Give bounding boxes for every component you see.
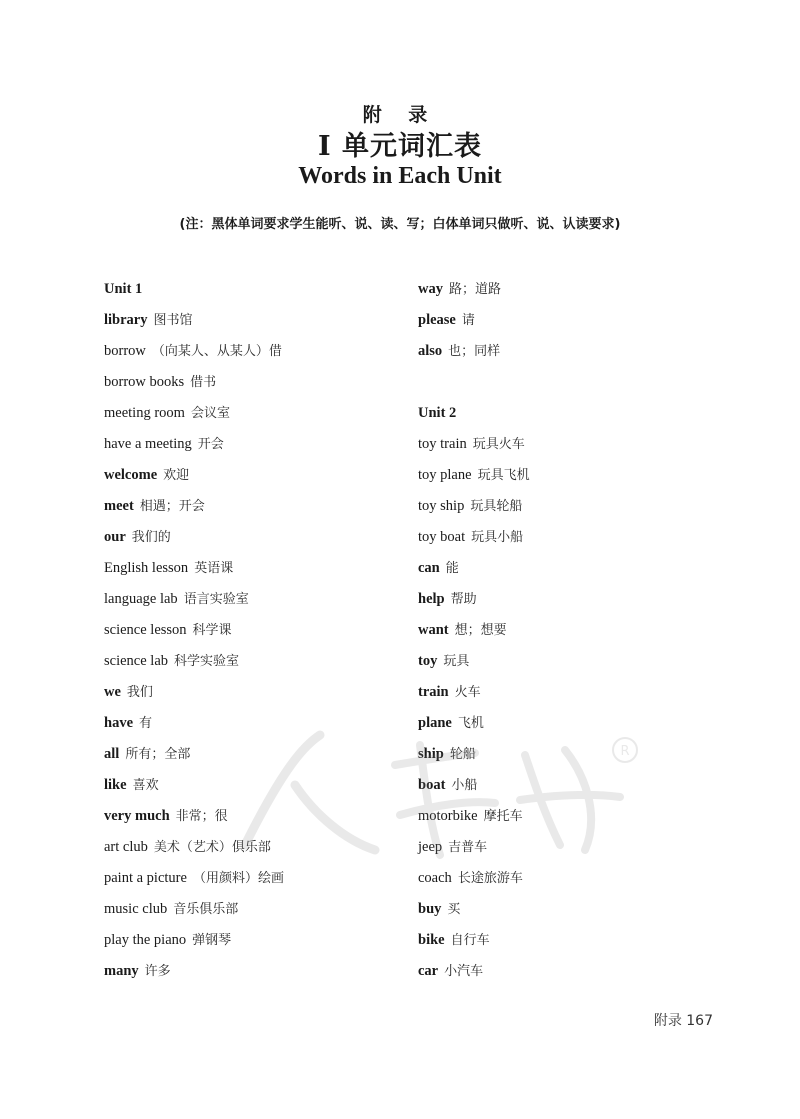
english-word: help [418, 591, 445, 607]
chinese-meaning: 小汽车 [444, 964, 484, 979]
english-word: motorbike [418, 808, 478, 824]
chinese-meaning: 路；道路 [448, 282, 501, 297]
english-word: welcome [104, 467, 158, 483]
vocab-entry [104, 433, 394, 464]
usage-note: (注：黑体单词要求学生能听、说、读、写；白体单词只做听、说、认读要求) [179, 217, 621, 232]
english-word: jeep [418, 839, 443, 855]
english-word: boat [418, 777, 446, 793]
vocab-entry [104, 557, 394, 588]
chinese-meaning: 想；想要 [454, 623, 507, 638]
vocab-entry [418, 774, 718, 805]
chinese-meaning: 我们的 [131, 530, 171, 545]
vocab-entry [418, 433, 718, 464]
english-word: our [104, 529, 126, 545]
vocab-entry [418, 960, 718, 991]
chinese-meaning: 自行车 [450, 933, 490, 948]
english-word: have a meeting [104, 436, 192, 452]
english-word: coach [418, 870, 452, 886]
chinese-meaning: 玩具轮船 [470, 499, 523, 514]
chinese-meaning: 也；同样 [448, 344, 501, 359]
chinese-meaning: 科学实验室 [174, 654, 240, 669]
vocab-entry [104, 774, 394, 805]
english-word: toy plane [418, 467, 472, 483]
chinese-meaning: 开会 [197, 437, 224, 452]
vocab-entry [418, 278, 718, 309]
english-word: plane [418, 715, 452, 731]
chinese-meaning: 玩具火车 [472, 437, 525, 452]
vocab-entry [418, 681, 718, 712]
vocab-entry [104, 681, 394, 712]
english-word: meet [104, 498, 134, 514]
english-word: borrow [104, 343, 146, 359]
chinese-meaning: 图书馆 [153, 313, 193, 328]
chinese-meaning: 长途旅游车 [457, 871, 523, 886]
chinese-meaning: 音乐俱乐部 [173, 902, 239, 917]
chinese-meaning: 欢迎 [163, 468, 190, 483]
vocab-entry [418, 557, 718, 588]
english-word: toy ship [418, 498, 465, 514]
vocab-entry [418, 588, 718, 619]
chinese-meaning: 吉普车 [448, 840, 488, 855]
vocab-entry [104, 495, 394, 526]
vocab-entry [418, 867, 718, 898]
chinese-meaning: 能 [445, 561, 459, 576]
chinese-meaning: 帮助 [450, 592, 477, 607]
english-word: we [104, 684, 121, 700]
svg-text:R: R [620, 744, 630, 759]
chinese-meaning: 许多 [144, 964, 171, 979]
chinese-meaning: 语言实验室 [183, 592, 249, 607]
chinese-meaning: 小船 [451, 778, 478, 793]
vocab-entry [104, 712, 394, 743]
chinese-meaning: 弹钢琴 [192, 933, 232, 948]
chinese-meaning: 相遇；开会 [139, 499, 205, 514]
english-word: play the piano [104, 932, 187, 948]
chinese-meaning: 玩具 [443, 654, 470, 669]
vocab-entry [104, 743, 394, 774]
vocab-entry [104, 960, 394, 991]
chinese-meaning: （用颜料）绘画 [192, 871, 284, 886]
vocab-entry [104, 836, 394, 867]
vocab-entry [104, 309, 394, 340]
vocab-entry [104, 402, 394, 433]
vocab-entry [104, 867, 394, 898]
vocab-entry [418, 805, 718, 836]
english-word: toy train [418, 436, 467, 452]
english-word: way [418, 281, 443, 297]
english-word: ship [418, 746, 444, 762]
english-word: many [104, 963, 139, 979]
english-word: can [418, 560, 440, 576]
vocab-entry [104, 371, 394, 402]
vocab-list [104, 309, 394, 991]
chinese-meaning: 我们 [126, 685, 153, 700]
chinese-meaning: 科学课 [192, 623, 232, 638]
vocab-entry [104, 526, 394, 557]
vocab-entry [418, 464, 718, 495]
vocab-entry [418, 836, 718, 867]
english-word: car [418, 963, 439, 979]
chinese-meaning: 有 [139, 716, 153, 731]
chinese-meaning: 摩托车 [483, 809, 523, 824]
english-word: have [104, 715, 133, 731]
vocab-list [418, 278, 718, 371]
english-word: bike [418, 932, 445, 948]
english-word: library [104, 312, 148, 328]
vocab-list [418, 433, 718, 991]
chinese-meaning: 轮船 [449, 747, 476, 762]
english-word: want [418, 622, 449, 638]
english-word: train [418, 684, 449, 700]
english-word: science lab [104, 653, 169, 669]
vocab-entry [418, 743, 718, 774]
vocab-entry [418, 495, 718, 526]
vocab-entry [104, 619, 394, 650]
english-word: meeting room [104, 405, 185, 421]
chinese-meaning: 美术（艺术）俱乐部 [153, 840, 271, 855]
chinese-meaning: 请 [461, 313, 475, 328]
vocab-entry [104, 898, 394, 929]
right-column [418, 278, 718, 991]
section-spacer [418, 371, 718, 402]
chinese-meaning: 借书 [190, 375, 217, 390]
page-title: I 单元词汇表 [317, 131, 483, 162]
chinese-meaning: 买 [447, 902, 461, 917]
chinese-meaning: （向某人、从某人）借 [151, 344, 282, 359]
chinese-meaning: 喜欢 [132, 778, 159, 793]
english-word: English lesson [104, 560, 189, 576]
chinese-meaning: 英语课 [194, 561, 234, 576]
chinese-meaning: 非常；很 [175, 809, 228, 824]
english-word: very much [104, 808, 170, 824]
english-word: like [104, 777, 127, 793]
english-word: music club [104, 901, 168, 917]
english-word: art club [104, 839, 148, 855]
english-word: also [418, 343, 443, 359]
vocab-entry [104, 464, 394, 495]
vocab-entry [418, 340, 718, 371]
english-word: language lab [104, 591, 178, 607]
chinese-meaning: 会议室 [190, 406, 230, 421]
vocab-entry [104, 588, 394, 619]
vocab-entry [418, 650, 718, 681]
vocab-entry [418, 898, 718, 929]
vocab-entry [104, 929, 394, 960]
english-word: science lesson [104, 622, 187, 638]
chinese-meaning: 所有；全部 [125, 747, 191, 762]
vocab-entry [418, 526, 718, 557]
left-column [104, 278, 394, 991]
english-word: toy [418, 653, 438, 669]
english-word: toy boat [418, 529, 466, 545]
vocab-entry [418, 929, 718, 960]
english-word: paint a picture [104, 870, 187, 886]
vocab-entry [104, 340, 394, 371]
unit-heading: Unit 1 [104, 281, 143, 297]
english-word: all [104, 746, 120, 762]
english-word: please [418, 312, 456, 328]
unit-heading: Unit 2 [418, 405, 457, 421]
vocab-entry [418, 309, 718, 340]
chinese-meaning: 玩具飞机 [477, 468, 530, 483]
english-word: buy [418, 901, 442, 917]
chinese-meaning: 玩具小船 [471, 530, 524, 545]
chinese-meaning: 火车 [454, 685, 481, 700]
chinese-meaning: 飞机 [457, 716, 484, 731]
appendix-label: 附 录 [362, 104, 438, 126]
vocab-entry [418, 712, 718, 743]
english-word: borrow books [104, 374, 185, 390]
page-number: 附录 167 [653, 1013, 713, 1029]
english-title: Words in Each Unit [298, 163, 502, 189]
vocab-entry [104, 650, 394, 681]
vocab-entry [104, 805, 394, 836]
vocab-entry [418, 619, 718, 650]
